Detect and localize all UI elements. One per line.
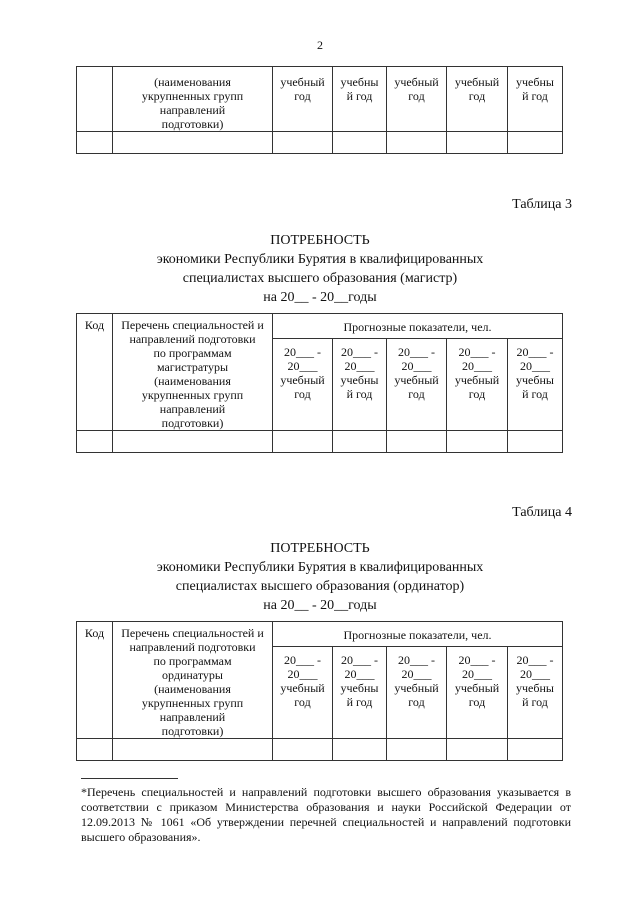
table-title: ПОТРЕБНОСТЬ экономики Республики Бурятия в квалифицированных специалистах высшего образования (магистр) на 20__ - 20__годы — [156, 233, 484, 305]
table-header-row — [77, 314, 563, 339]
column-header-code: Код — [77, 622, 113, 739]
year-cell: 20___ - 20___ учебны й год — [333, 339, 387, 431]
year-cell: учебны й год — [333, 67, 387, 132]
column-header-forecast: Прогнозные показатели, чел. — [273, 622, 563, 647]
table-title: ПОТРЕБНОСТЬ экономики Республики Бурятия в квалифицированных специалистах высшего образования (ординатор) на 20__ - 20__годы — [156, 541, 484, 613]
table-row — [77, 739, 563, 761]
column-header-code: Код — [77, 314, 113, 431]
year-cell: 20___ - 20___ учебный год — [387, 339, 447, 431]
year-cell: учебный год — [387, 67, 447, 132]
year-cell: учебны й год — [508, 67, 563, 132]
table-header-row — [77, 622, 563, 647]
year-cell: учебный год — [273, 67, 333, 132]
year-cell: 20___ - 20___ учебны й год — [333, 647, 387, 739]
year-cell: 20___ - 20___ учебный год — [273, 647, 333, 739]
page-number: 2 — [317, 38, 323, 52]
table-row — [77, 132, 563, 154]
list-cell: (наименования укрупненных групп направлений подготовки) — [113, 67, 273, 132]
table-number: Таблица 4 — [512, 505, 572, 520]
year-cell: 20___ - 20___ учебный год — [447, 339, 508, 431]
column-header-list: Перечень специальностей и направлений подготовки по программам ординатуры (наименования укрупненных групп направлений подготовки) — [113, 622, 273, 739]
table-4 — [76, 621, 563, 761]
footnote-separator — [81, 778, 178, 779]
year-cell: 20___ - 20___ учебны й год — [508, 647, 563, 739]
code-cell — [77, 67, 113, 132]
footnote: *Перечень специальностей и направлений подготовки высшего образования указывается в соответствии с приказом Министерства образования и науки Российской Федерации от 12.09.2013 № 1061 «Об утверждении перечней специальностей и направлений подготовки высшего образования». — [81, 785, 571, 844]
year-cell: 20___ - 20___ учебный год — [273, 339, 333, 431]
table-2-continuation — [76, 66, 563, 154]
year-cell: 20___ - 20___ учебны й год — [508, 339, 563, 431]
year-cell: 20___ - 20___ учебный год — [447, 647, 508, 739]
table-3 — [76, 313, 563, 453]
year-cell: учебный год — [447, 67, 508, 132]
column-header-list: Перечень специальностей и направлений подготовки по программам магистратуры (наименования укрупненных групп направлений подготовки) — [113, 314, 273, 431]
year-cell: 20___ - 20___ учебный год — [387, 647, 447, 739]
column-header-forecast: Прогнозные показатели, чел. — [273, 314, 563, 339]
table-row — [77, 431, 563, 453]
table-number: Таблица 3 — [512, 197, 572, 212]
table-row — [77, 67, 563, 132]
